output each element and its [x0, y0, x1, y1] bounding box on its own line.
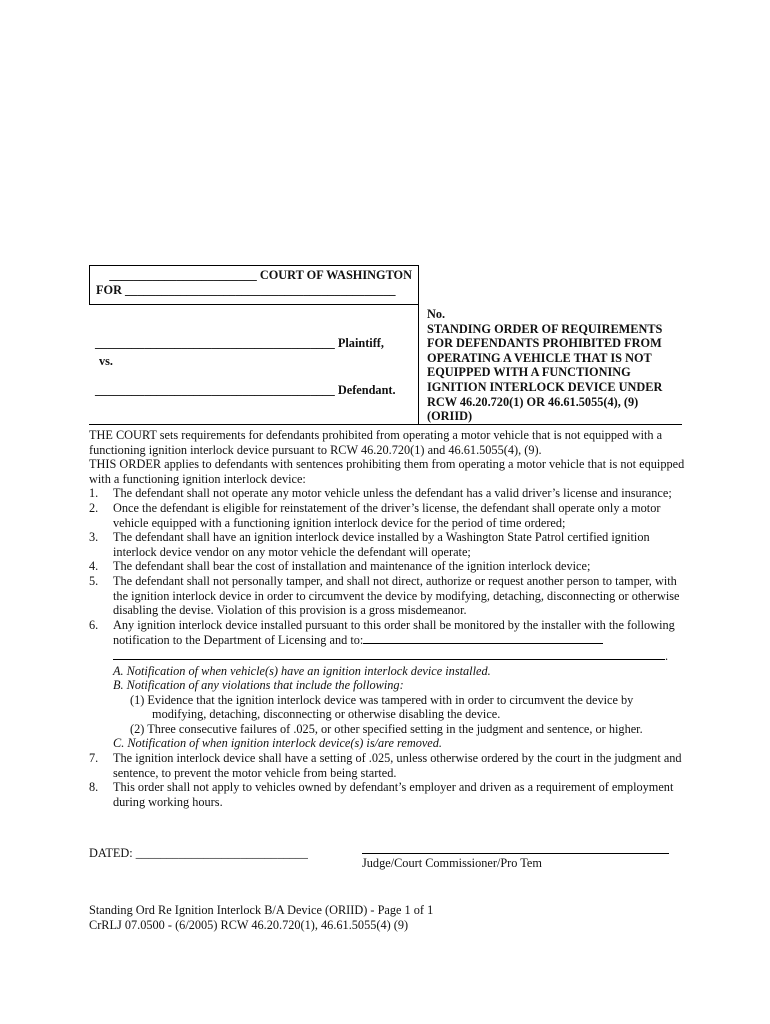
notice-a: A. Notification of when vehicle(s) have an ignition interlock device installed.: [113, 663, 491, 678]
title-line: OPERATING A VEHICLE THAT IS NOT: [427, 350, 652, 365]
court-name-line: ________________________ COURT OF WASHINGTON: [109, 268, 412, 282]
judge-signature-line[interactable]: [362, 853, 669, 854]
intro-paragraph: THE COURT sets requirements for defendants prohibited from operating a motor vehicle that is not equipped with a functioning ignition interlock device pursuant to RCW 46.20.720(1) and 46.61.5055(4), (9).: [89, 428, 663, 457]
list-item: 1. The defendant shall not operate any motor vehicle unless the defendant has a valid driver’s license and insurance;: [89, 486, 672, 501]
requirements-list: [89, 486, 689, 663]
court-for-line: FOR ____________________________________________: [96, 282, 396, 297]
footer-line: Standing Ord Re Ignition Interlock B/A Device (ORIID) - Page 1 of 1: [89, 903, 434, 917]
requirements-list-continued: [89, 751, 689, 809]
case-number-label: No.: [427, 307, 446, 321]
plaintiff-line: _______________________________________ Plaintiff,: [95, 336, 384, 350]
page-footer: [89, 903, 433, 933]
parties-block: [89, 305, 419, 424]
list-item: 5. The defendant shall not personally tamper, and shall not direct, authorize or request another person to tamper, with the ignition interlock device in order to circumvent the device by modifying, detaching, disconnecting or otherwise disabling the devise. Violation of this provision is a gross misdemeanor.: [89, 573, 680, 618]
title-line: STANDING ORDER OF REQUIREMENTS: [427, 321, 663, 336]
recipient-blank-continued[interactable]: [113, 648, 665, 660]
footer-line: CrRLJ 07.0500 - (6/2005) RCW 46.20.720(1), 46.61.5055(4) (9): [89, 918, 409, 932]
notice-b: B. Notification of any violations that include the following:: [113, 678, 404, 693]
order-body: [89, 428, 689, 809]
list-item: 2. Once the defendant is eligible for reinstatement of the driver’s license, the defendant shall operate only a motor vehicle equipped with a functioning ignition interlock device for the period of time ordered;: [89, 500, 661, 530]
versus-label: vs.: [99, 354, 114, 368]
list-item: 3. The defendant shall have an ignition interlock device installed by a Washington State Patrol certified ignition interlock device vendor on any motor vehicle the defendant will operate;: [89, 530, 650, 559]
title-line: RCW 46.20.720(1) OR 46.61.5055(4), (9): [427, 394, 639, 409]
court-caption-box: [89, 265, 419, 305]
dated-field[interactable]: DATED: ____________________________: [89, 846, 308, 860]
title-line: IGNITION INTERLOCK DEVICE UNDER: [427, 379, 663, 394]
applies-paragraph: THIS ORDER applies to defendants with sentences prohibiting them from operating a motor vehicle that is not equipped with a functioning ignition interlock device:: [89, 457, 685, 486]
recipient-blank[interactable]: [363, 632, 603, 644]
title-line: FOR DEFENDANTS PROHIBITED FROM: [427, 336, 662, 351]
list-item: 6. Any ignition interlock device installed pursuant to this order shall be monitored by the installer with the following notification to the Department of Licensing and to: .: [89, 617, 675, 663]
list-item: 8. This order shall not apply to vehicles owned by defendant’s employer and driven as a requirement of employment during working hours.: [89, 780, 674, 809]
notice-c: C. Notification of when ignition interlock device(s) is/are removed.: [113, 736, 442, 751]
title-line: (ORIID): [427, 409, 473, 424]
list-item: 4. The defendant shall bear the cost of installation and maintenance of the ignition interlock device;: [89, 559, 591, 574]
defendant-line: _______________________________________ Defendant.: [95, 383, 396, 397]
list-item: 7. The ignition interlock device shall have a setting of .025, unless otherwise ordered by the court in the judgment and sentence, to prevent the motor vehicle from being started.: [89, 751, 682, 780]
violation-1: (1) Evidence that the ignition interlock device was tampered with in order to circumvent the device by modifying, detaching, disconnecting or otherwise disabling the device.: [130, 692, 634, 722]
caption-divider: [89, 424, 682, 425]
case-title-block: [427, 307, 682, 424]
violation-2: (2) Three consecutive failures of .025, or other specified setting in the judgment and sentence, or higher.: [130, 721, 643, 736]
title-line: EQUIPPED WITH A FUNCTIONING: [427, 365, 631, 380]
judge-signature-label: Judge/Court Commissioner/Pro Tem: [362, 856, 542, 870]
